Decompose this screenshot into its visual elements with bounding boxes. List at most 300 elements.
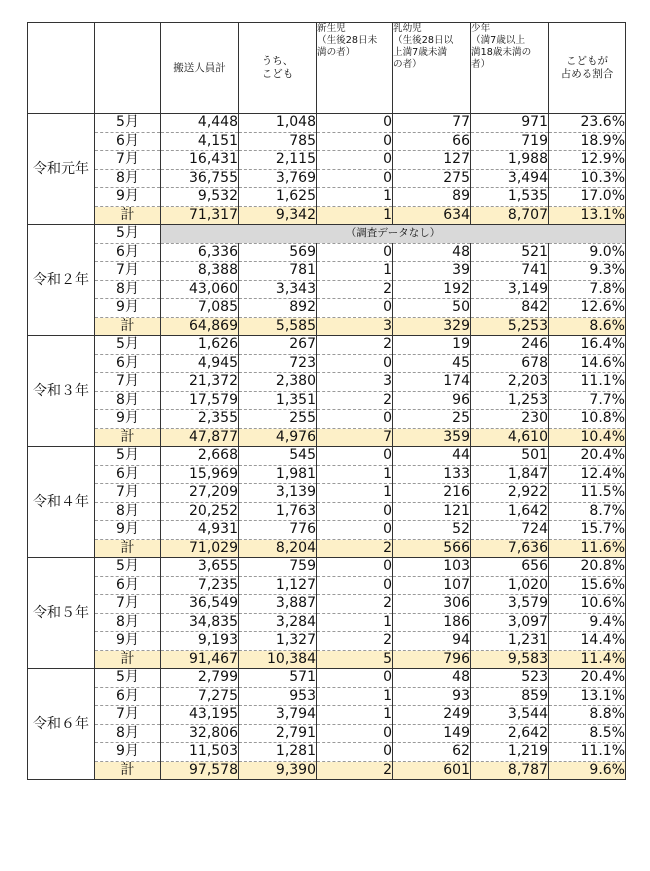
children-value: 9,342 bbox=[239, 206, 317, 225]
total-value: 97,578 bbox=[161, 761, 239, 780]
total-value: 7,235 bbox=[161, 576, 239, 595]
header-month-cell bbox=[95, 23, 161, 114]
month-label: 7月 bbox=[95, 373, 161, 392]
newborn-value: 0 bbox=[317, 724, 393, 743]
header-infant-line: 上満7歳未満 bbox=[393, 47, 448, 58]
newborn-value: 0 bbox=[317, 299, 393, 318]
month-label: 5月 bbox=[95, 558, 161, 577]
youth-value: 1,535 bbox=[471, 188, 549, 207]
newborn-value: 3 bbox=[317, 373, 393, 392]
infant-value: 186 bbox=[393, 613, 471, 632]
ratio-value: 12.4% bbox=[549, 465, 626, 484]
newborn-value: 0 bbox=[317, 576, 393, 595]
total-value: 3,655 bbox=[161, 558, 239, 577]
newborn-value: 2 bbox=[317, 391, 393, 410]
children-value: 2,380 bbox=[239, 373, 317, 392]
table-row bbox=[28, 262, 626, 281]
table-row bbox=[28, 447, 626, 466]
infant-value: 62 bbox=[393, 743, 471, 762]
ratio-value: 12.6% bbox=[549, 299, 626, 318]
infant-value: 796 bbox=[393, 650, 471, 669]
header-row bbox=[28, 23, 626, 114]
youth-value: 656 bbox=[471, 558, 549, 577]
children-value: 953 bbox=[239, 687, 317, 706]
children-value: 569 bbox=[239, 243, 317, 262]
youth-value: 859 bbox=[471, 687, 549, 706]
ratio-value: 8.8% bbox=[549, 706, 626, 725]
newborn-value: 0 bbox=[317, 114, 393, 133]
month-label: 8月 bbox=[95, 724, 161, 743]
children-value: 1,327 bbox=[239, 632, 317, 651]
total-value: 71,029 bbox=[161, 539, 239, 558]
table-row bbox=[28, 354, 626, 373]
ratio-value: 11.5% bbox=[549, 484, 626, 503]
newborn-value: 0 bbox=[317, 151, 393, 170]
total-value: 71,317 bbox=[161, 206, 239, 225]
header-youth-line: 者） bbox=[471, 59, 491, 70]
infant-value: 103 bbox=[393, 558, 471, 577]
newborn-value: 2 bbox=[317, 336, 393, 355]
infant-value: 44 bbox=[393, 447, 471, 466]
infant-value: 107 bbox=[393, 576, 471, 595]
year-label: 令和３年 bbox=[28, 336, 95, 447]
month-label: 9月 bbox=[95, 410, 161, 429]
infant-value: 249 bbox=[393, 706, 471, 725]
total-value: 91,467 bbox=[161, 650, 239, 669]
table-row bbox=[28, 687, 626, 706]
month-label: 7月 bbox=[95, 262, 161, 281]
ratio-value: 15.7% bbox=[549, 521, 626, 540]
ratio-value: 9.4% bbox=[549, 613, 626, 632]
month-label: 6月 bbox=[95, 465, 161, 484]
month-label: 計 bbox=[95, 428, 161, 447]
youth-value: 842 bbox=[471, 299, 549, 318]
infant-value: 48 bbox=[393, 669, 471, 688]
header-infant-line: （生後28日以 bbox=[393, 35, 454, 46]
newborn-value: 2 bbox=[317, 761, 393, 780]
infant-value: 96 bbox=[393, 391, 471, 410]
total-row bbox=[28, 761, 626, 780]
month-label: 計 bbox=[95, 317, 161, 336]
infant-value: 25 bbox=[393, 410, 471, 429]
month-label: 8月 bbox=[95, 613, 161, 632]
total-value: 32,806 bbox=[161, 724, 239, 743]
table-row bbox=[28, 521, 626, 540]
total-value: 7,275 bbox=[161, 687, 239, 706]
infant-value: 52 bbox=[393, 521, 471, 540]
newborn-value: 5 bbox=[317, 650, 393, 669]
month-label: 9月 bbox=[95, 743, 161, 762]
month-label: 5月 bbox=[95, 336, 161, 355]
ratio-value: 20.8% bbox=[549, 558, 626, 577]
youth-value: 3,579 bbox=[471, 595, 549, 614]
month-label: 6月 bbox=[95, 132, 161, 151]
newborn-value: 0 bbox=[317, 354, 393, 373]
table-row bbox=[28, 484, 626, 503]
month-label: 計 bbox=[95, 539, 161, 558]
children-value: 255 bbox=[239, 410, 317, 429]
month-label: 7月 bbox=[95, 706, 161, 725]
infant-value: 216 bbox=[393, 484, 471, 503]
month-label: 6月 bbox=[95, 243, 161, 262]
table-row bbox=[28, 669, 626, 688]
total-row bbox=[28, 539, 626, 558]
youth-value: 2,642 bbox=[471, 724, 549, 743]
header-youth-line: 満18歳未満の bbox=[471, 47, 532, 58]
youth-value: 1,988 bbox=[471, 151, 549, 170]
total-value: 20,252 bbox=[161, 502, 239, 521]
month-label: 計 bbox=[95, 761, 161, 780]
total-value: 11,503 bbox=[161, 743, 239, 762]
youth-value: 3,149 bbox=[471, 280, 549, 299]
children-value: 781 bbox=[239, 262, 317, 281]
newborn-value: 2 bbox=[317, 632, 393, 651]
total-value: 43,060 bbox=[161, 280, 239, 299]
infant-value: 19 bbox=[393, 336, 471, 355]
children-value: 1,763 bbox=[239, 502, 317, 521]
total-value: 64,869 bbox=[161, 317, 239, 336]
youth-value: 2,203 bbox=[471, 373, 549, 392]
youth-value: 1,642 bbox=[471, 502, 549, 521]
ratio-value: 16.4% bbox=[549, 336, 626, 355]
infant-value: 39 bbox=[393, 262, 471, 281]
month-label: 計 bbox=[95, 650, 161, 669]
table-row bbox=[28, 613, 626, 632]
newborn-value: 3 bbox=[317, 317, 393, 336]
month-label: 9月 bbox=[95, 521, 161, 540]
infant-value: 45 bbox=[393, 354, 471, 373]
total-value: 4,945 bbox=[161, 354, 239, 373]
children-value: 9,390 bbox=[239, 761, 317, 780]
header-year-cell bbox=[28, 23, 95, 114]
children-value: 3,343 bbox=[239, 280, 317, 299]
table-row bbox=[28, 724, 626, 743]
year-label: 令和６年 bbox=[28, 669, 95, 780]
newborn-value: 1 bbox=[317, 687, 393, 706]
total-value: 8,388 bbox=[161, 262, 239, 281]
newborn-value: 0 bbox=[317, 243, 393, 262]
total-value: 7,085 bbox=[161, 299, 239, 318]
children-value: 3,887 bbox=[239, 595, 317, 614]
total-value: 6,336 bbox=[161, 243, 239, 262]
ratio-value: 8.5% bbox=[549, 724, 626, 743]
infant-value: 149 bbox=[393, 724, 471, 743]
ratio-value: 14.6% bbox=[549, 354, 626, 373]
ratio-value: 9.3% bbox=[549, 262, 626, 281]
month-label: 8月 bbox=[95, 169, 161, 188]
month-label: 5月 bbox=[95, 669, 161, 688]
ratio-value: 12.9% bbox=[549, 151, 626, 170]
newborn-value: 0 bbox=[317, 558, 393, 577]
total-row bbox=[28, 428, 626, 447]
youth-value: 4,610 bbox=[471, 428, 549, 447]
table-row bbox=[28, 373, 626, 392]
children-value: 5,585 bbox=[239, 317, 317, 336]
infant-value: 566 bbox=[393, 539, 471, 558]
table-row bbox=[28, 280, 626, 299]
children-value: 267 bbox=[239, 336, 317, 355]
newborn-value: 2 bbox=[317, 280, 393, 299]
youth-value: 246 bbox=[471, 336, 549, 355]
total-value: 9,193 bbox=[161, 632, 239, 651]
children-value: 1,625 bbox=[239, 188, 317, 207]
ratio-value: 20.4% bbox=[549, 669, 626, 688]
total-value: 4,151 bbox=[161, 132, 239, 151]
children-value: 3,769 bbox=[239, 169, 317, 188]
newborn-value: 1 bbox=[317, 262, 393, 281]
youth-value: 8,787 bbox=[471, 761, 549, 780]
youth-value: 1,847 bbox=[471, 465, 549, 484]
table-body bbox=[28, 114, 626, 780]
youth-value: 230 bbox=[471, 410, 549, 429]
total-value: 15,969 bbox=[161, 465, 239, 484]
ratio-value: 7.8% bbox=[549, 280, 626, 299]
table-row bbox=[28, 465, 626, 484]
month-label: 計 bbox=[95, 206, 161, 225]
children-value: 1,281 bbox=[239, 743, 317, 762]
youth-value: 501 bbox=[471, 447, 549, 466]
newborn-value: 0 bbox=[317, 169, 393, 188]
infant-value: 174 bbox=[393, 373, 471, 392]
month-label: 9月 bbox=[95, 299, 161, 318]
infant-value: 275 bbox=[393, 169, 471, 188]
header-ratio bbox=[549, 23, 626, 114]
infant-value: 121 bbox=[393, 502, 471, 521]
total-value: 36,549 bbox=[161, 595, 239, 614]
infant-value: 94 bbox=[393, 632, 471, 651]
month-label: 7月 bbox=[95, 595, 161, 614]
infant-value: 77 bbox=[393, 114, 471, 133]
month-label: 9月 bbox=[95, 188, 161, 207]
ratio-value: 20.4% bbox=[549, 447, 626, 466]
header-children bbox=[239, 23, 317, 114]
total-value: 9,532 bbox=[161, 188, 239, 207]
month-label: 5月 bbox=[95, 447, 161, 466]
header-newborn-line: 満の者） bbox=[317, 47, 356, 58]
header-ratio-line: こどもが bbox=[566, 55, 608, 67]
youth-value: 724 bbox=[471, 521, 549, 540]
ratio-value: 13.1% bbox=[549, 206, 626, 225]
header-ratio-line: 占める割合 bbox=[560, 68, 614, 80]
children-value: 571 bbox=[239, 669, 317, 688]
infant-value: 89 bbox=[393, 188, 471, 207]
children-value: 3,794 bbox=[239, 706, 317, 725]
newborn-value: 2 bbox=[317, 539, 393, 558]
newborn-value: 1 bbox=[317, 484, 393, 503]
children-value: 2,791 bbox=[239, 724, 317, 743]
total-value: 36,755 bbox=[161, 169, 239, 188]
header-total-label: 搬送人員計 bbox=[173, 61, 226, 74]
table-row bbox=[28, 243, 626, 262]
children-value: 1,127 bbox=[239, 576, 317, 595]
children-value: 8,204 bbox=[239, 539, 317, 558]
table-row bbox=[28, 114, 626, 133]
children-value: 3,284 bbox=[239, 613, 317, 632]
total-value: 27,209 bbox=[161, 484, 239, 503]
header-youth-line: 少年 bbox=[471, 23, 491, 34]
newborn-value: 1 bbox=[317, 613, 393, 632]
table-row bbox=[28, 336, 626, 355]
header-children-line: うち、 bbox=[261, 55, 294, 67]
table-row bbox=[28, 225, 626, 244]
children-value: 3,139 bbox=[239, 484, 317, 503]
youth-value: 971 bbox=[471, 114, 549, 133]
children-value: 892 bbox=[239, 299, 317, 318]
month-label: 6月 bbox=[95, 687, 161, 706]
ratio-value: 8.7% bbox=[549, 502, 626, 521]
ratio-value: 23.6% bbox=[549, 114, 626, 133]
year-label: 令和２年 bbox=[28, 225, 95, 336]
infant-value: 127 bbox=[393, 151, 471, 170]
newborn-value: 0 bbox=[317, 132, 393, 151]
month-label: 9月 bbox=[95, 632, 161, 651]
children-value: 4,976 bbox=[239, 428, 317, 447]
newborn-value: 1 bbox=[317, 206, 393, 225]
youth-value: 8,707 bbox=[471, 206, 549, 225]
infant-value: 359 bbox=[393, 428, 471, 447]
month-label: 6月 bbox=[95, 576, 161, 595]
ratio-value: 11.1% bbox=[549, 743, 626, 762]
children-value: 1,981 bbox=[239, 465, 317, 484]
year-label: 令和元年 bbox=[28, 114, 95, 225]
total-row bbox=[28, 650, 626, 669]
table-row bbox=[28, 632, 626, 651]
ratio-value: 7.7% bbox=[549, 391, 626, 410]
year-label: 令和５年 bbox=[28, 558, 95, 669]
youth-value: 1,020 bbox=[471, 576, 549, 595]
table-row bbox=[28, 169, 626, 188]
total-value: 1,626 bbox=[161, 336, 239, 355]
table-row bbox=[28, 558, 626, 577]
youth-value: 678 bbox=[471, 354, 549, 373]
youth-value: 3,544 bbox=[471, 706, 549, 725]
table-row bbox=[28, 410, 626, 429]
month-label: 6月 bbox=[95, 354, 161, 373]
newborn-value: 1 bbox=[317, 465, 393, 484]
youth-value: 719 bbox=[471, 132, 549, 151]
header-newborn bbox=[317, 23, 393, 114]
total-value: 47,877 bbox=[161, 428, 239, 447]
newborn-value: 7 bbox=[317, 428, 393, 447]
table-row bbox=[28, 151, 626, 170]
infant-value: 306 bbox=[393, 595, 471, 614]
ratio-value: 11.6% bbox=[549, 539, 626, 558]
header-infant-line: の者） bbox=[393, 59, 422, 70]
children-value: 723 bbox=[239, 354, 317, 373]
youth-value: 3,097 bbox=[471, 613, 549, 632]
newborn-value: 0 bbox=[317, 502, 393, 521]
youth-value: 741 bbox=[471, 262, 549, 281]
ratio-value: 8.6% bbox=[549, 317, 626, 336]
newborn-value: 0 bbox=[317, 447, 393, 466]
infant-value: 133 bbox=[393, 465, 471, 484]
year-label: 令和４年 bbox=[28, 447, 95, 558]
ratio-value: 14.4% bbox=[549, 632, 626, 651]
ratio-value: 18.9% bbox=[549, 132, 626, 151]
header-children-line: こども bbox=[261, 68, 294, 80]
total-value: 4,448 bbox=[161, 114, 239, 133]
youth-value: 523 bbox=[471, 669, 549, 688]
table-row bbox=[28, 576, 626, 595]
table-row bbox=[28, 299, 626, 318]
youth-value: 521 bbox=[471, 243, 549, 262]
table-row bbox=[28, 706, 626, 725]
total-value: 16,431 bbox=[161, 151, 239, 170]
month-label: 7月 bbox=[95, 151, 161, 170]
ratio-value: 10.4% bbox=[549, 428, 626, 447]
children-value: 10,384 bbox=[239, 650, 317, 669]
table-row bbox=[28, 502, 626, 521]
children-value: 785 bbox=[239, 132, 317, 151]
total-value: 21,372 bbox=[161, 373, 239, 392]
newborn-value: 0 bbox=[317, 521, 393, 540]
newborn-value: 0 bbox=[317, 669, 393, 688]
youth-value: 1,231 bbox=[471, 632, 549, 651]
infant-value: 93 bbox=[393, 687, 471, 706]
newborn-value: 1 bbox=[317, 706, 393, 725]
children-value: 776 bbox=[239, 521, 317, 540]
newborn-value: 1 bbox=[317, 188, 393, 207]
youth-value: 9,583 bbox=[471, 650, 549, 669]
children-value: 1,048 bbox=[239, 114, 317, 133]
newborn-value: 0 bbox=[317, 743, 393, 762]
no-data-cell: （調査データなし） bbox=[161, 225, 626, 244]
ambulance-statistics-table bbox=[27, 22, 626, 780]
children-value: 2,115 bbox=[239, 151, 317, 170]
children-value: 545 bbox=[239, 447, 317, 466]
ratio-value: 11.4% bbox=[549, 650, 626, 669]
ratio-value: 11.1% bbox=[549, 373, 626, 392]
table-row bbox=[28, 743, 626, 762]
youth-value: 5,253 bbox=[471, 317, 549, 336]
ratio-value: 10.6% bbox=[549, 595, 626, 614]
youth-value: 1,219 bbox=[471, 743, 549, 762]
infant-value: 192 bbox=[393, 280, 471, 299]
table-row bbox=[28, 188, 626, 207]
ratio-value: 9.0% bbox=[549, 243, 626, 262]
total-value: 43,195 bbox=[161, 706, 239, 725]
infant-value: 50 bbox=[393, 299, 471, 318]
header-total bbox=[161, 23, 239, 114]
month-label: 8月 bbox=[95, 391, 161, 410]
header-infant bbox=[393, 23, 471, 114]
total-value: 34,835 bbox=[161, 613, 239, 632]
total-value: 17,579 bbox=[161, 391, 239, 410]
ratio-value: 10.8% bbox=[549, 410, 626, 429]
total-row bbox=[28, 206, 626, 225]
children-value: 1,351 bbox=[239, 391, 317, 410]
total-value: 2,799 bbox=[161, 669, 239, 688]
youth-value: 1,253 bbox=[471, 391, 549, 410]
youth-value: 3,494 bbox=[471, 169, 549, 188]
table-row bbox=[28, 132, 626, 151]
total-row bbox=[28, 317, 626, 336]
youth-value: 7,636 bbox=[471, 539, 549, 558]
table-row bbox=[28, 391, 626, 410]
header-newborn-line: 新生児 bbox=[317, 23, 346, 34]
infant-value: 66 bbox=[393, 132, 471, 151]
header-newborn-line: （生後28日未 bbox=[317, 35, 378, 46]
month-label: 5月 bbox=[95, 225, 161, 244]
total-value: 2,355 bbox=[161, 410, 239, 429]
infant-value: 601 bbox=[393, 761, 471, 780]
total-value: 2,668 bbox=[161, 447, 239, 466]
header-infant-line: 乳幼児 bbox=[393, 23, 422, 34]
ratio-value: 13.1% bbox=[549, 687, 626, 706]
youth-value: 2,922 bbox=[471, 484, 549, 503]
month-label: 8月 bbox=[95, 502, 161, 521]
month-label: 8月 bbox=[95, 280, 161, 299]
